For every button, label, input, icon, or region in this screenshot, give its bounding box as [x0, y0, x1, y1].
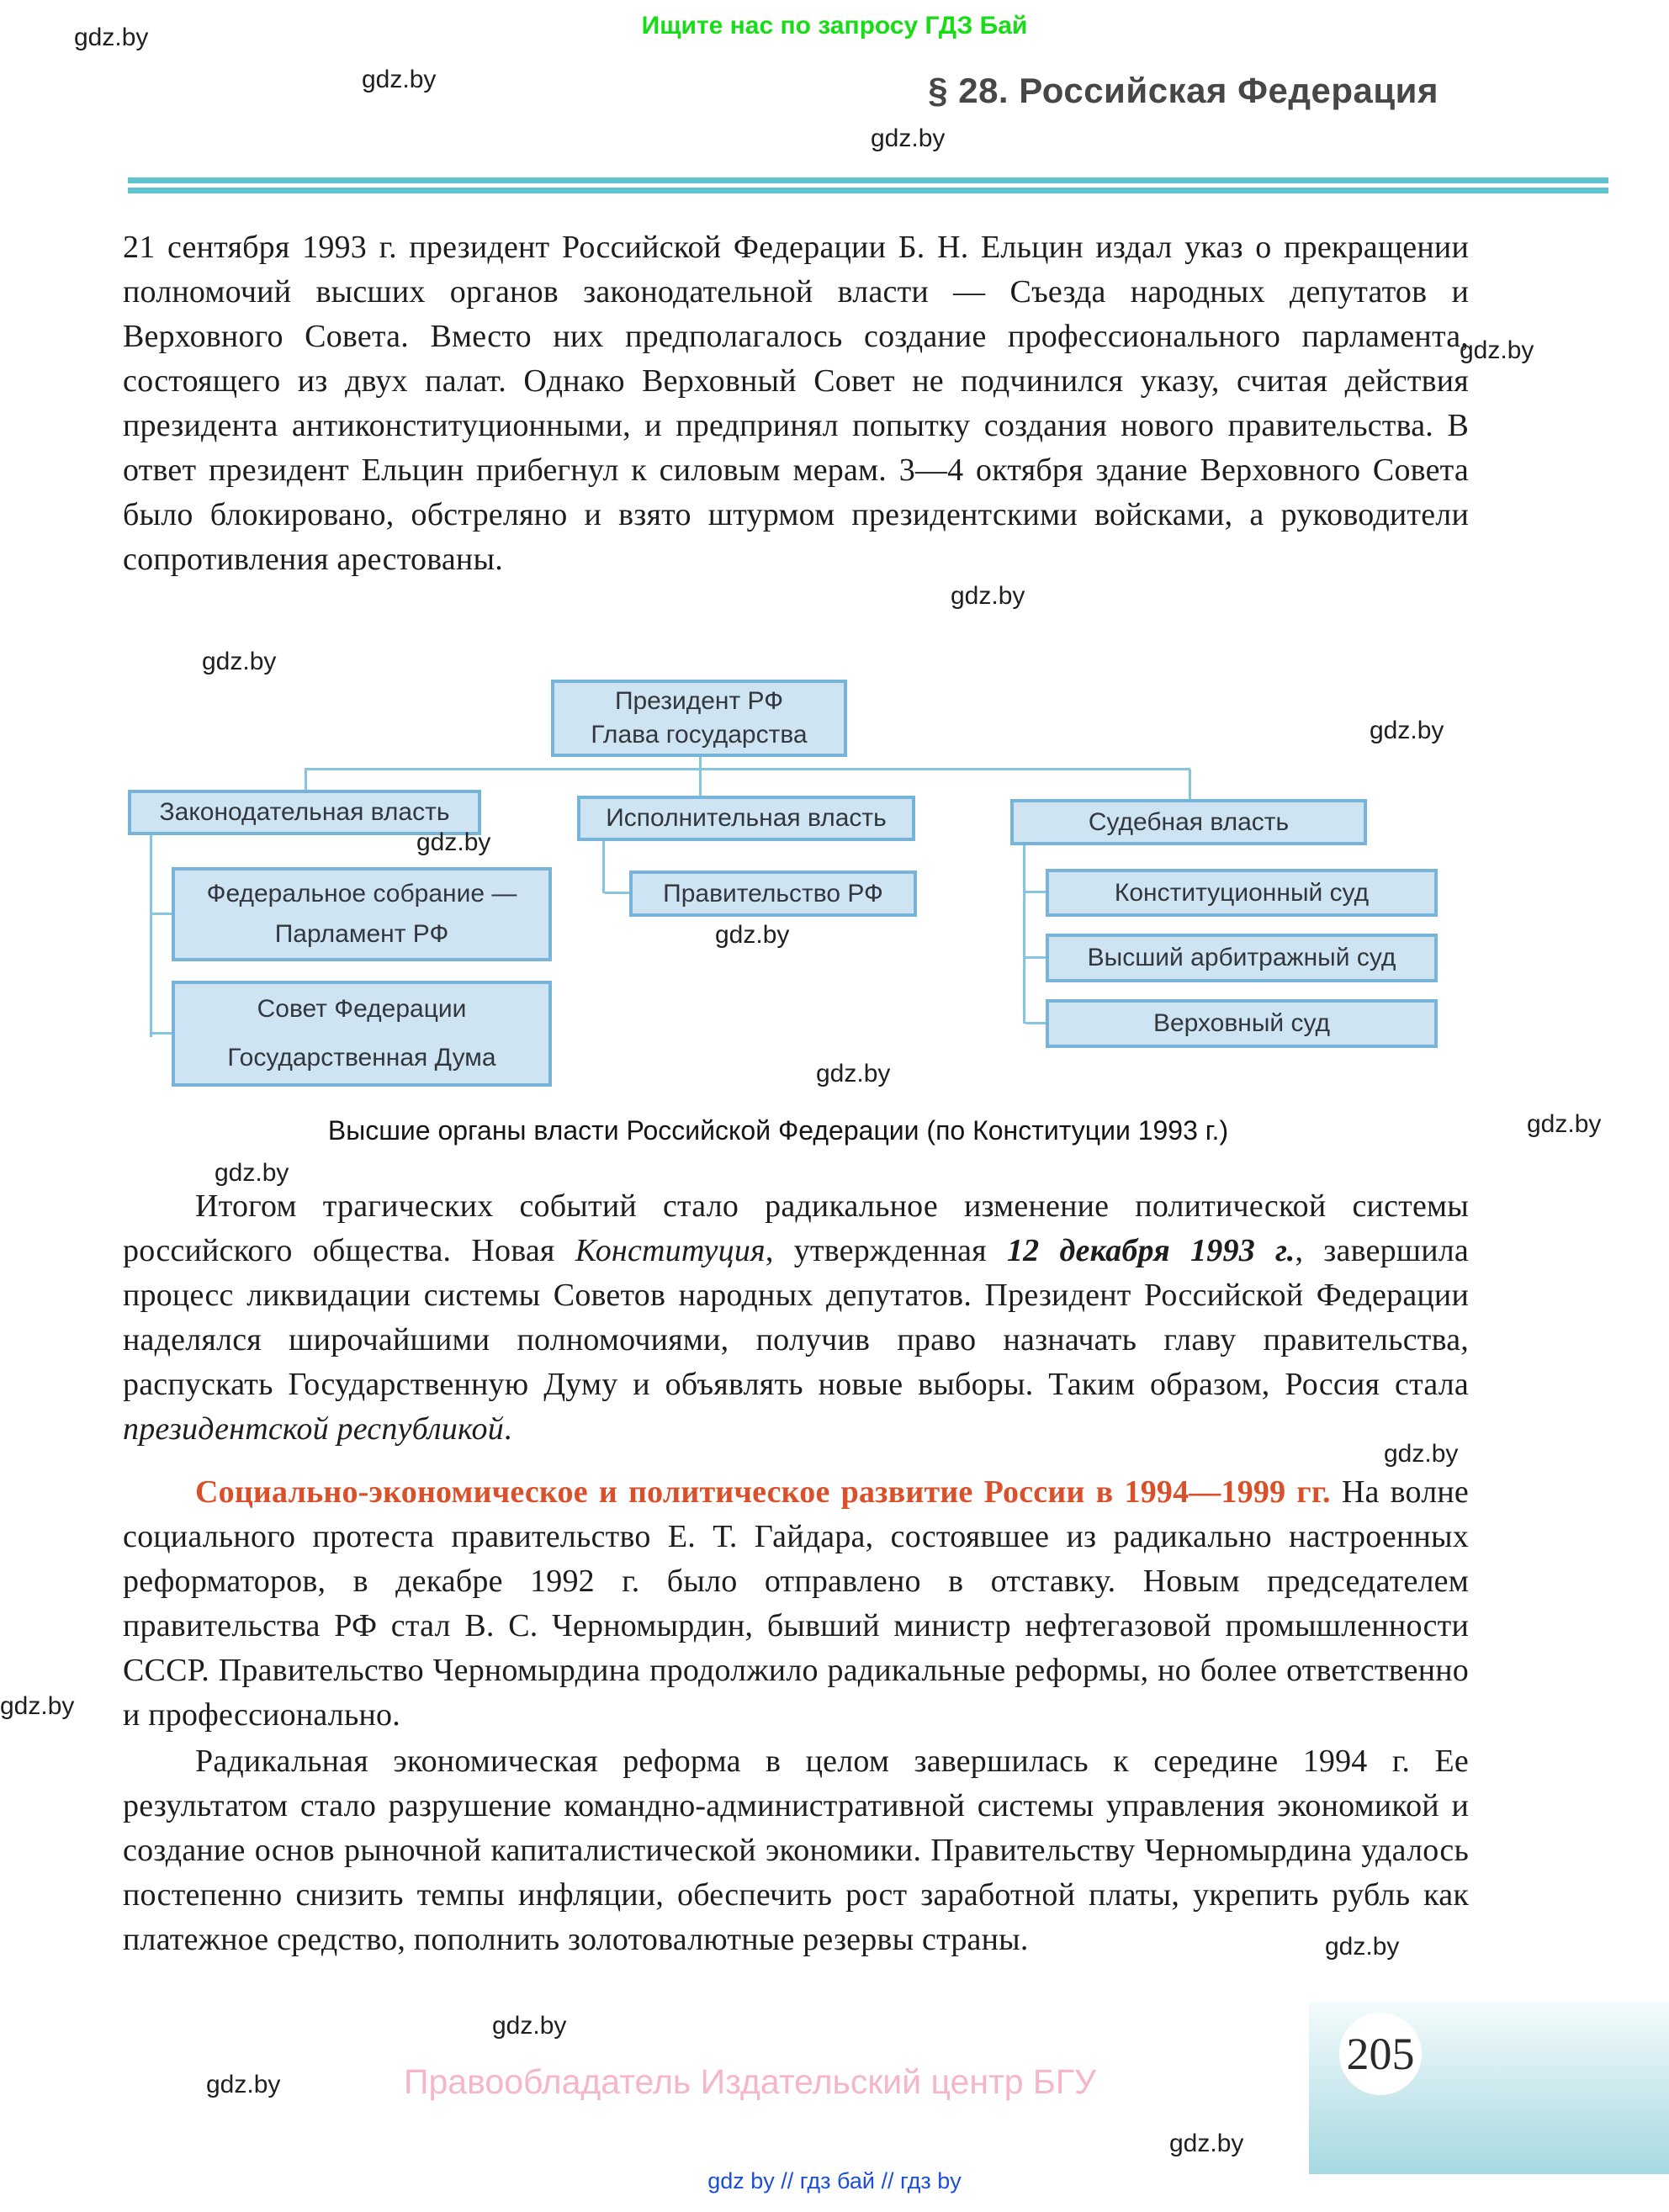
paragraph-development — [123, 1470, 1469, 1738]
diagram-node-label: Совет Федерации — [257, 995, 467, 1023]
diagram-node-supreme-court — [1046, 999, 1438, 1048]
diagram-node-judicial — [1010, 799, 1367, 845]
diagram-node-fed-assembly — [172, 867, 552, 961]
text-segment: , завершила процесс ликвидации системы Советов народных депутатов. Президент Российской Федерации наделялся широчайшими полномочиями, получив право назначать главу правительства, распускать Государственную Думу и объявлять новые выборы. Таким образом, Россия стала — [123, 1233, 1469, 1402]
diagram-node-label: Исполнительная власть — [606, 804, 887, 832]
watermark: gdz.by — [1527, 1110, 1602, 1138]
copyright-notice: Правообладатель Издательский центр БГУ — [404, 2062, 1097, 2101]
diagram-node-label: Конституционный суд — [1114, 878, 1370, 907]
diagram-node-label: Парламент РФ — [274, 920, 449, 948]
diagram-node-president — [551, 680, 847, 757]
title-rule-bottom — [128, 188, 1608, 193]
diagram-node-const-court — [1046, 869, 1438, 917]
diagram-node-arbitration-court — [1046, 934, 1438, 982]
diagram-node-label: Глава государства — [591, 721, 808, 749]
inline-heading: Социально-экономическое и политическое развитие России в 1994—1999 гг. — [195, 1474, 1331, 1510]
text-segment: Конституция — [575, 1233, 766, 1268]
watermark: gdz.by — [1460, 336, 1534, 364]
page-number-badge — [1339, 2013, 1422, 2095]
diagram-node-government — [629, 871, 917, 917]
watermark: gdz.by — [206, 2071, 281, 2098]
diagram-node-label: Судебная власть — [1088, 807, 1290, 836]
watermark: gdz.by — [1169, 2130, 1244, 2157]
text-segment: президентской республикой — [123, 1411, 504, 1447]
connector-line — [152, 1032, 173, 1035]
diagram-node-council — [172, 981, 552, 1087]
connector-line — [605, 892, 631, 894]
page-number: 205 — [1346, 2029, 1415, 2079]
watermark: gdz.by — [416, 828, 491, 856]
watermark: gdz.by — [74, 24, 149, 51]
watermark: gdz.by — [715, 921, 790, 949]
watermark: gdz.by — [951, 582, 1025, 610]
text-segment: , утвержденная — [765, 1233, 1007, 1268]
connector-line — [1025, 891, 1047, 893]
connector-line — [1025, 1022, 1047, 1024]
text-segment: 12 декабря 1993 г. — [1006, 1233, 1295, 1268]
paragraph-intro — [123, 225, 1469, 582]
connector-line — [305, 768, 1190, 770]
paragraph-reform — [123, 1739, 1469, 1962]
connector-line — [305, 770, 307, 791]
watermark: gdz.by — [362, 66, 437, 93]
text-segment: Итогом трагических событий стало радикальное изменение политической системы российского общества. Новая — [123, 1188, 1469, 1268]
watermark: gdz.by — [816, 1060, 891, 1087]
footer-links[interactable]: gdz by // гдз бай // гдз by — [707, 2168, 962, 2193]
diagram-node-label: Правительство РФ — [663, 879, 883, 908]
diagram-node-label: Законодательная власть — [159, 798, 450, 826]
diagram-node-label: Президент РФ — [614, 687, 784, 715]
page-number-box — [1309, 2002, 1669, 2174]
connector-line — [152, 913, 173, 915]
watermark: gdz.by — [202, 648, 277, 675]
connector-line — [1025, 956, 1047, 959]
connector-line — [1023, 845, 1025, 1024]
diagram-caption: Высшие органы власти Российской Федерации (по Конституции 1993 г.) — [327, 1115, 1229, 1146]
watermark: gdz.by — [492, 2012, 567, 2040]
text-segment: Радикальная экономическая реформа в целом завершилась к середине 1994 г. Ее результатом стало разрушение командно-административной системы управления экономикой и создание основ рыночной капиталистической экономики. Правительству Черномырдина удалось постепенно снизить темпы инфляции, обеспечить рост заработной платы, укрепить рубль как платежное средство, пополнить золотовалютные резервы страны. — [123, 1744, 1469, 1957]
diagram-node-label: Федеральное собрание — — [206, 880, 517, 908]
watermark: gdz.by — [1325, 1933, 1400, 1961]
diagram-node-executive — [577, 796, 915, 841]
watermark: gdz.by — [0, 1692, 75, 1720]
watermark: gdz.by — [1384, 1440, 1459, 1468]
diagram-node-label: Верховный суд — [1152, 1009, 1331, 1037]
watermark: gdz.by — [215, 1159, 289, 1187]
connector-line — [1189, 770, 1191, 801]
promo-banner: Ищите нас по запросу ГДЗ Бай — [641, 12, 1028, 40]
page-title: § 28. Российская Федерация — [928, 71, 1439, 110]
text-segment: 21 сентября 1993 г. президент Российской Федерации Б. Н. Ельцин издал указ о прекращении полномочий высших органов законодательной власти — Съезда народных депутатов и Верховного Совета. Вместо них предполагалось создание профессионального парламента, состоящего из двух палат. Однако Верховный Совет не подчинился указу, считая действия президента антиконституционными, и предпринял попытку создания нового правительства. В ответ президент Ельцин прибегнул к силовым мерам. 3—4 октября здание Верховного Совета было блокировано, обстреляно и взято штурмом президентскими войсками, а руководители сопротивления арестованы. — [123, 230, 1469, 577]
watermark: gdz.by — [871, 124, 946, 152]
text-segment: . — [503, 1411, 512, 1447]
diagram-node-label: Высший арбитражный суд — [1087, 944, 1396, 971]
connector-line — [699, 770, 702, 797]
watermark: gdz.by — [1370, 717, 1444, 744]
diagram-node-label: Государственная Дума — [227, 1044, 496, 1072]
connector-line — [602, 841, 605, 893]
text-segment: На волне социального протеста правительство Е. Т. Гайдара, состоявшее из радикально настроенных реформаторов, в декабре 1992 г. было отправлено в отставку. Новым председателем правительства РФ стал В. С. Черномырдин, бывший министр нефтегазовой промышленности СССР. Правительство Черномырдина продолжило радикальные реформы, но более ответственно и профессионально. — [123, 1474, 1469, 1733]
title-rule-top — [128, 177, 1608, 183]
paragraph-constitution — [123, 1184, 1469, 1452]
connector-line — [150, 835, 152, 1037]
